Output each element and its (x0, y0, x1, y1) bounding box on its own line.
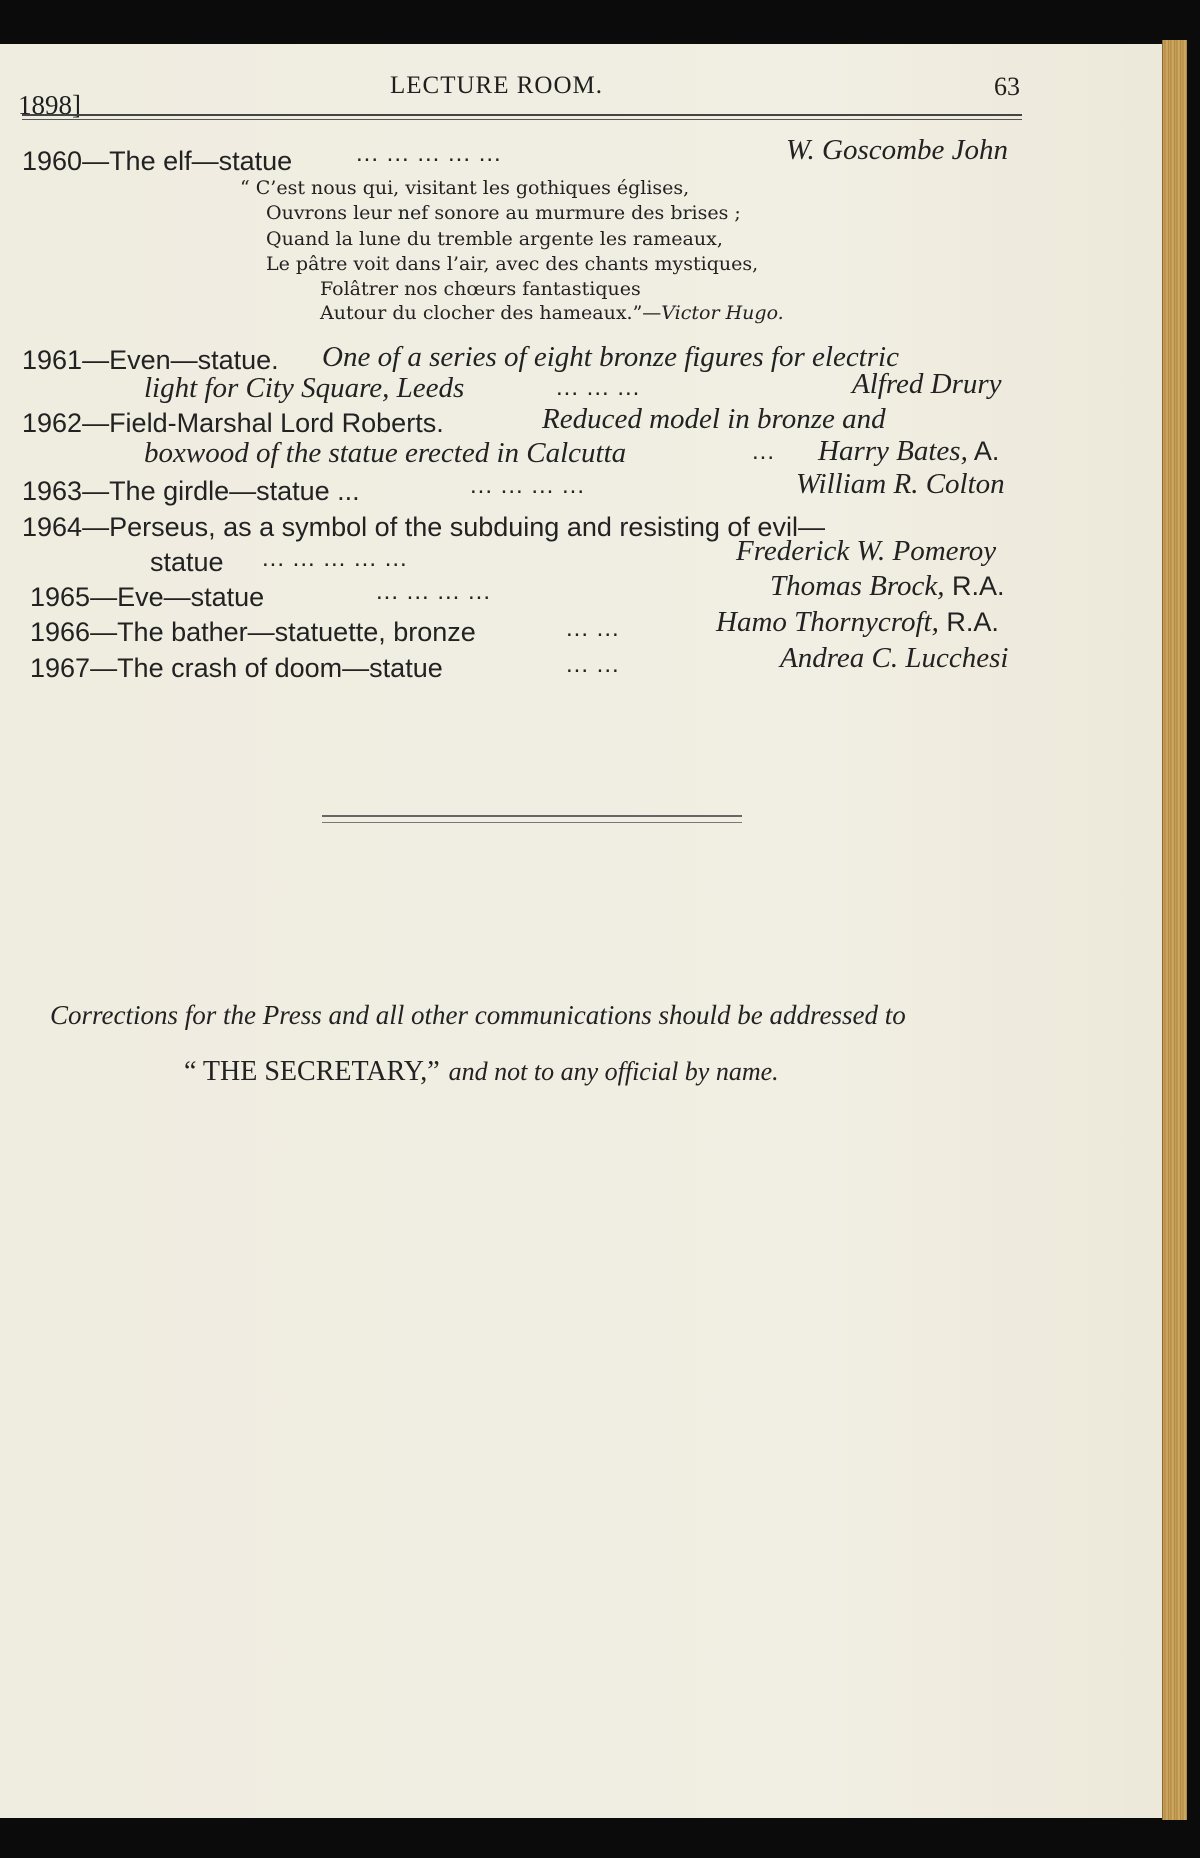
entry-1961-desc-1: One of a series of eight bronze figures for electric (322, 341, 899, 373)
header-rule (22, 114, 1022, 116)
entry-1962-leaders: ... (752, 438, 776, 465)
entry-1966-artist: Hamo Thornycroft, R.A. (716, 606, 999, 638)
entry-1960-leaders: ... ... ... ... ... (356, 140, 502, 167)
poem-line-1: “ C’est nous qui, visitant les gothiques églises, (240, 177, 690, 199)
poem-line-5: Folâtrer nos chœurs fantastiques (320, 278, 641, 300)
entry-1964-line-1: 1964—Perseus, as a symbol of the subduing and resisting of evil— (22, 512, 825, 542)
entry-1962-artist: Harry Bates, A. (818, 435, 1000, 467)
entry-1961-leaders: ... ... ... (556, 374, 641, 401)
entry-1967-leaders: ... ... (566, 651, 620, 678)
entry-1964-line-2: statue (150, 547, 224, 577)
entry-1965-artist: Thomas Brock, R.A. (770, 570, 1005, 602)
entry-1964-artist: Frederick W. Pomeroy (736, 535, 997, 567)
entry-1966-leaders: ... ... (566, 615, 620, 642)
entry-1967-artist: Andrea C. Lucchesi (780, 642, 1009, 674)
section-divider-thin (322, 822, 742, 823)
poem-author: Victor Hugo. (661, 302, 784, 324)
header-title: LECTURE ROOM. (390, 72, 603, 99)
entry-1963-artist: William R. Colton (796, 468, 1005, 500)
poem-line-3: Quand la lune du tremble argente les rameaux, (266, 228, 723, 250)
header-rule-thin (22, 119, 1022, 120)
notice-line-1: Corrections for the Press and all other communications should be addressed to (50, 1000, 906, 1030)
entry-1965-title: 1965—Eve—statue (30, 582, 265, 612)
poem-line-4: Le pâtre voit dans l’air, avec des chants mystiques, (266, 253, 759, 275)
notice-line-2: “ THE SECRETARY,” and not to any official by name. (184, 1056, 779, 1087)
entry-1963-leaders: ... ... ... ... (470, 472, 586, 499)
entry-1966-title: 1966—The bather—statuette, bronze (30, 617, 476, 647)
entry-1962-desc-2: boxwood of the statue erected in Calcutta (144, 437, 627, 469)
entry-1960-title: 1960—The elf—statue (22, 146, 293, 176)
entry-1965-leaders: ... ... ... ... (376, 578, 492, 605)
entry-1961-artist: Alfred Drury (852, 368, 1002, 400)
entry-1967-title: 1967—The crash of doom—statue (30, 653, 443, 683)
entry-1964-leaders: ... ... ... ... ... (262, 545, 408, 572)
header-year: 1898] (18, 90, 81, 120)
book-fore-edge (1162, 40, 1187, 1820)
entry-1961-desc-2: light for City Square, Leeds (144, 372, 465, 404)
entry-1962-desc-1: Reduced model in bronze and (542, 403, 886, 435)
entry-1963-title: 1963—The girdle—statue ... (22, 476, 360, 506)
poem-line-2: Ouvrons leur nef sonore au murmure des brises ; (266, 202, 741, 224)
running-header (0, 72, 1182, 120)
poem-line-6: Autour du clocher des hameaux.”—Victor Hugo. (320, 302, 784, 324)
page-number: 63 (994, 72, 1020, 101)
entry-1961-title: 1961—Even—statue. (22, 345, 279, 375)
section-divider (322, 815, 742, 817)
entry-1962-title: 1962—Field-Marshal Lord Roberts. (22, 408, 444, 438)
entry-1960-artist: W. Goscombe John (786, 134, 1009, 166)
